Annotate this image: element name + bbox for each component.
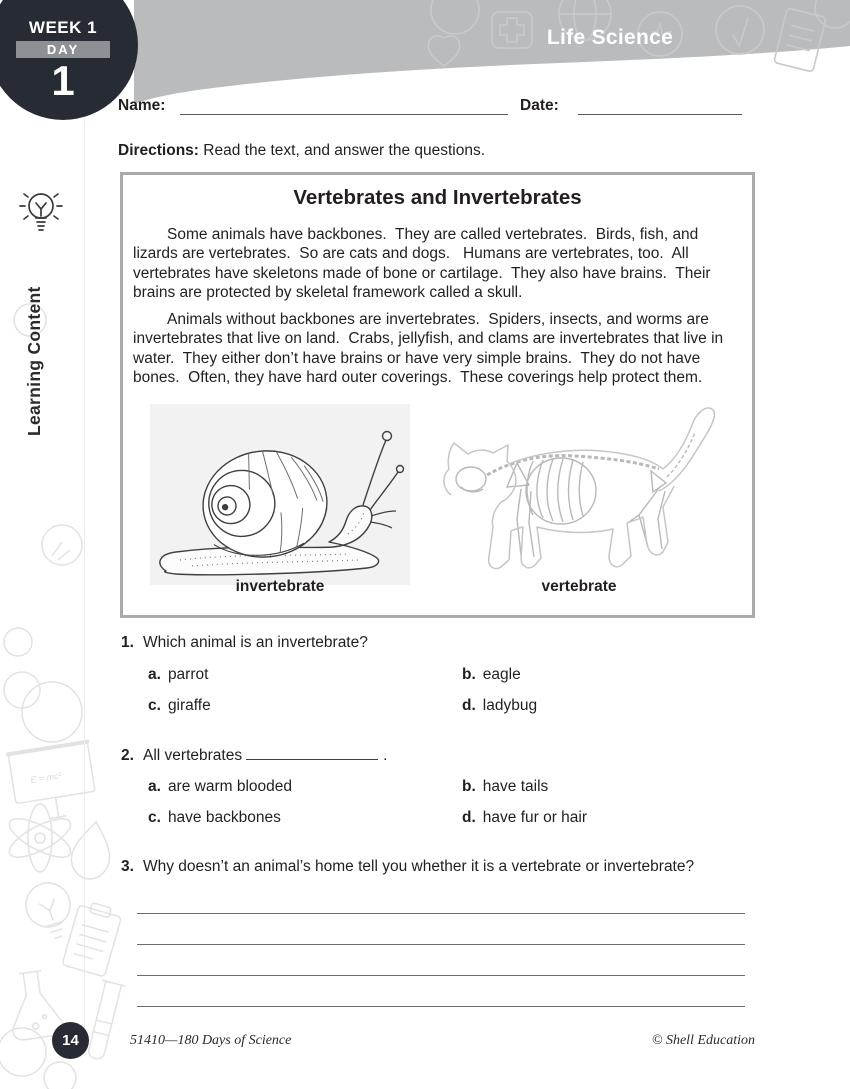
option-text: have tails bbox=[482, 778, 549, 795]
passage-paragraph: Some animals have backbones. They are called vertebrates. Birds, fish, and lizards are vertebrates. So are cats and dogs. Humans are vertebrates, too. All vertebrates have skeletons made of bone or cartilage. They also have brains. Their brains are protected by skeletal framework called a skull. bbox=[133, 226, 715, 302]
question-2-number: 2. bbox=[121, 747, 134, 764]
lightbulb-icon bbox=[16, 188, 66, 240]
answer-line-2[interactable] bbox=[137, 944, 745, 945]
book-id: 51410—180 Days of Science bbox=[130, 1033, 292, 1048]
option-letter: d. bbox=[462, 697, 476, 714]
option-text: giraffe bbox=[167, 697, 211, 714]
option-text: eagle bbox=[482, 666, 521, 683]
answer-line-1[interactable] bbox=[137, 913, 745, 914]
answer-line-4[interactable] bbox=[137, 1006, 745, 1007]
question-2-blank-line[interactable] bbox=[246, 746, 378, 760]
question-1-option-d[interactable] bbox=[462, 697, 537, 715]
option-text: have backbones bbox=[167, 809, 281, 826]
date-blank-line[interactable] bbox=[578, 114, 742, 115]
sidebar-section-label: Learning Content bbox=[24, 286, 44, 436]
option-letter: d. bbox=[462, 809, 476, 826]
question-2-option-a[interactable] bbox=[148, 778, 292, 796]
option-letter: c. bbox=[148, 809, 161, 826]
figure-caption-vertebrate: vertebrate bbox=[541, 578, 617, 595]
snail-illustration bbox=[150, 404, 410, 585]
day-label: DAY bbox=[16, 41, 110, 58]
question-1-text: Which animal is an invertebrate? bbox=[143, 634, 368, 651]
question-1-number: 1. bbox=[121, 634, 134, 651]
question-3-number: 3. bbox=[121, 858, 134, 875]
question-1-option-b[interactable] bbox=[462, 666, 521, 684]
option-letter: a. bbox=[148, 666, 161, 683]
question-2-text: All vertebrates bbox=[143, 747, 243, 764]
question-2 bbox=[121, 746, 387, 765]
page-number: 14 bbox=[62, 1032, 79, 1049]
option-letter: a. bbox=[148, 778, 161, 795]
directions bbox=[118, 142, 738, 160]
day-number: 1 bbox=[51, 57, 75, 104]
option-text: are warm blooded bbox=[167, 778, 293, 795]
option-text: ladybug bbox=[482, 697, 538, 714]
name-label: Name: bbox=[118, 97, 166, 114]
option-text: have fur or hair bbox=[482, 809, 588, 826]
option-letter: c. bbox=[148, 697, 161, 714]
directions-text: Read the text, and answer the questions. bbox=[198, 142, 486, 159]
question-3 bbox=[121, 858, 746, 876]
equation-doodle-text: E = mc² bbox=[29, 770, 63, 786]
week-label: WEEK 1 bbox=[28, 18, 98, 37]
passage-paragraph: Animals without backbones are invertebrates. Spiders, insects, and worms are invertebrates that live on land. Crabs, jellyfish, and clams are invertebrates that live in water. They either don’t have brains or have very simple brains. They do not have bones. Often, they have hard outer coverings. These coverings help protect them. bbox=[133, 311, 728, 387]
directions-label: Directions: bbox=[118, 142, 199, 159]
question-2-period: . bbox=[383, 747, 388, 764]
question-1-option-c[interactable] bbox=[148, 697, 211, 715]
option-letter: b. bbox=[462, 666, 476, 683]
question-1 bbox=[121, 634, 368, 652]
question-2-option-d[interactable] bbox=[462, 809, 587, 827]
question-2-option-c[interactable] bbox=[148, 809, 281, 827]
content-divider-line bbox=[84, 112, 85, 1037]
subject-title: Life Science bbox=[546, 26, 674, 49]
date-label: Date: bbox=[520, 97, 559, 114]
publisher: © Shell Education bbox=[651, 1033, 755, 1048]
figure-caption-invertebrate: invertebrate bbox=[235, 578, 325, 595]
question-2-option-b[interactable] bbox=[462, 778, 548, 796]
name-blank-line[interactable] bbox=[180, 114, 508, 115]
question-3-text: Why doesn’t an animal’s home tell you whether it is a vertebrate or invertebrate? bbox=[143, 858, 695, 875]
passage-title: Vertebrates and Invertebrates bbox=[293, 186, 582, 209]
answer-line-3[interactable] bbox=[137, 975, 745, 976]
page-number-badge bbox=[52, 1022, 89, 1059]
cat-skeleton-illustration bbox=[433, 399, 725, 571]
option-text: parrot bbox=[167, 666, 209, 683]
option-letter: b. bbox=[462, 778, 476, 795]
question-1-option-a[interactable] bbox=[148, 666, 208, 684]
